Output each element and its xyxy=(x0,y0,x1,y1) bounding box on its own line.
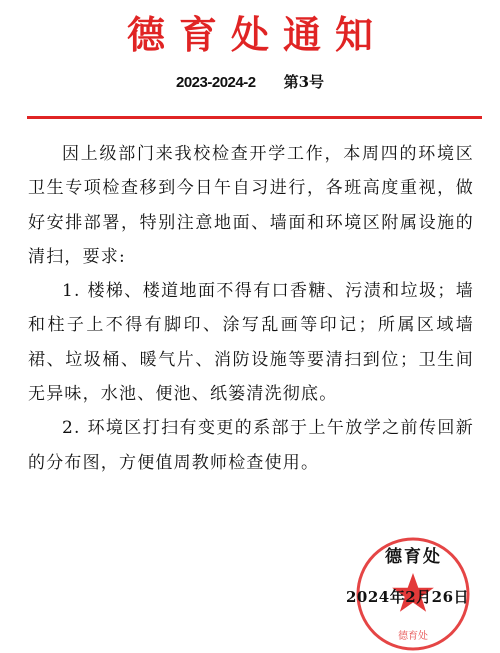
seal-bottom-text: 德育处 xyxy=(398,631,428,642)
red-divider xyxy=(27,116,482,119)
paragraph-requirement-1: 1. 楼梯、楼道地面不得有口香糖、污渍和垃圾；墙和柱子上不得有脚印、涂写乱画等印记；所属区域墙裙、垃圾桶、暖气片、消防设施等要清扫到位；卫生间无异味，水池、便池、纸篓清洗彻底。 xyxy=(28,281,474,405)
signature-date: 2024年2月26日 xyxy=(346,588,470,606)
paragraph-requirement-2: 2. 环境区打扫有变更的系部于上午放学之前传回新的分布图，方便值周教师检查使用。 xyxy=(28,418,474,473)
notice-body xyxy=(28,137,474,480)
issue-number: 第3号 xyxy=(283,73,324,91)
notice-title: 德育处通知 xyxy=(126,12,387,57)
issue-line xyxy=(0,71,500,94)
term-label: 2023-2024-2 xyxy=(175,74,256,91)
signature-org: 德育处 xyxy=(385,547,442,567)
paragraph-intro: 因上级部门来我校检查开学工作，本周四的环境区卫生专项检查移到今日午自习进行，各班高度重视，做好安排部署，特别注意地面、墙面和环境区附属设施的清扫，要求: xyxy=(28,144,474,267)
